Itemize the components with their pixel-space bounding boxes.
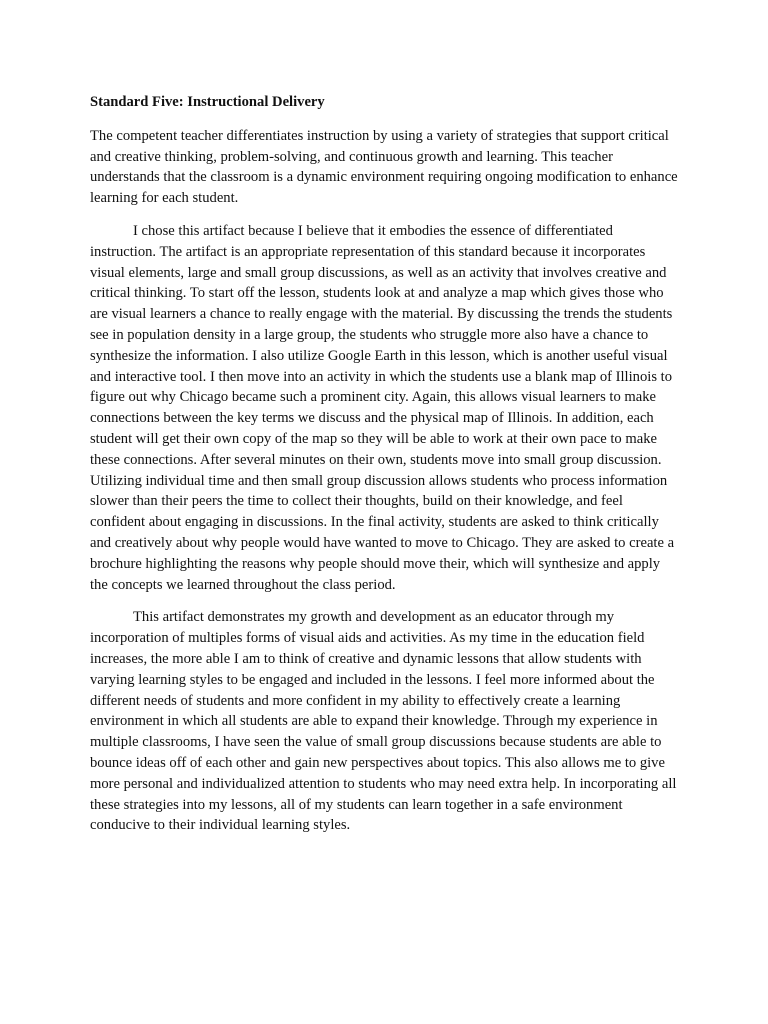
- paragraph-standard-description: The competent teacher differentiates instruction by using a variety of strategies that support critical and creative thinking, problem-solving, and continuous growth and learning. This teacher understands that the classroom is a dynamic environment requiring ongoing modification to enhance learning for each student.: [90, 127, 678, 207]
- paragraph-artifact-rationale: I chose this artifact because I believe that it embodies the essence of differentiated instruction. The artifact is an appropriate representation of this standard because it incorporates visual elements, large and small group discussions, as well as an activity that involves creative and critical thinking. To start off the lesson, students look at and analyze a map which gives those who are visual learners a chance to really engage with the material. By discussing the trends the students see in population density in a large group, the students who struggle more also have a chance to synthesize the information. I also utilize Google Earth in this lesson, which is another useful visual and interactive tool. I then move into an activity in which the students use a blank map of Illinois to figure out why Chicago became such a prominent city. Again, this allows visual learners to make connections between the key terms we discuss and the physical map of Illinois. In addition, each student will get their own copy of the map so they will be able to work at their own pace to make these connections. After several minutes on their own, students move into small group discussion. Utilizing individual time and then small group discussion allows students who process information slower than their peers the time to collect their thoughts, build on their knowledge, and feel confident about engaging in discussions. In the final activity, students are asked to think critically and creatively about why people would have wanted to move to Chicago. They are asked to create a brochure highlighting the reasons why people should move their, which will synthesize and apply the concepts we learned throughout the class period.: [90, 222, 675, 593]
- document-page: [90, 92, 678, 848]
- document-title: Standard Five: Instructional Delivery: [90, 94, 325, 110]
- paragraph-growth-reflection: This artifact demonstrates my growth and development as an educator through my incorporation of multiples forms of visual aids and activities. As my time in the education field increases, the more able I am to think of creative and dynamic lessons that allow students with varying learning styles to be engaged and included in the lessons. I feel more informed about the different needs of students and more confident in my ability to effectively create a learning environment in which all students are able to expand their knowledge. Through my experience in multiple classrooms, I have seen the value of small group discussions because students are able to bounce ideas off of each other and gain new perspectives about topics. This also allows me to give more personal and individualized attention to students who may need extra help. In incorporating all these strategies into my lessons, all of my students can learn together in a safe environment conducive to their individual learning styles.: [90, 609, 677, 834]
